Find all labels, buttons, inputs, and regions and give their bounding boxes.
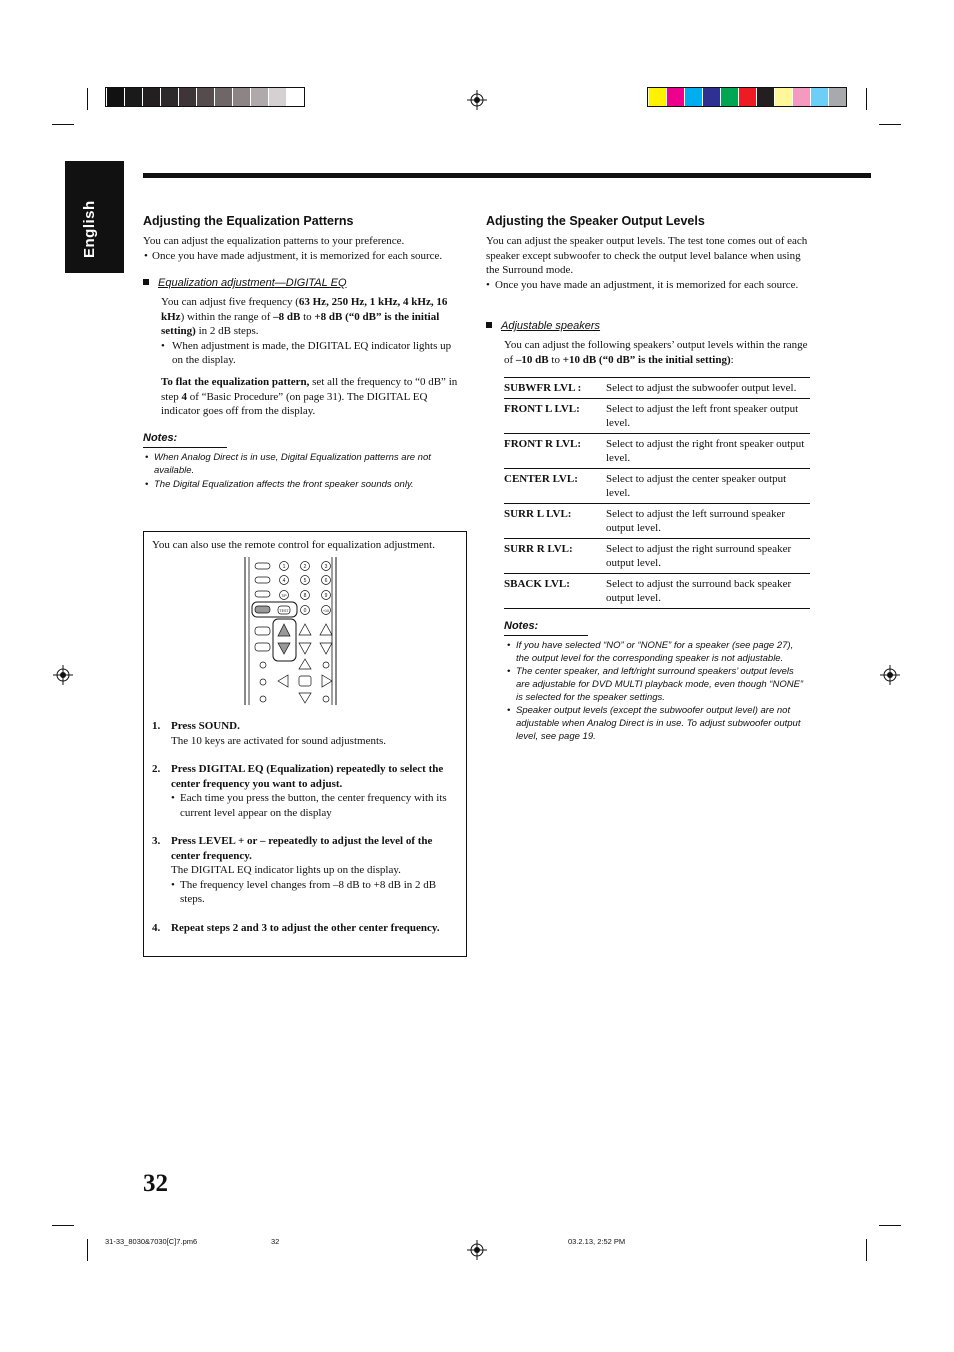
table-row — [504, 469, 810, 504]
remote-key-label: 0 — [303, 607, 307, 614]
step-bullet — [171, 791, 458, 820]
remote-key-label: 7/P — [281, 593, 287, 598]
note-item: • If you have selected “NO” or “NONE” for a speaker (see page 27), the output level for the corresponding speaker is not adjustable. — [507, 640, 794, 664]
note-text: If you have selected “NO” or “NONE” for a speaker (see page 27), the output level for the corresponding speaker is not adjustable. — [516, 640, 794, 664]
speaker-level-desc: Select to adjust the left front speaker output level. — [606, 399, 810, 434]
remote-steps — [152, 719, 458, 949]
color-swatch — [142, 88, 160, 106]
color-swatch — [160, 88, 178, 106]
registration-mark-icon — [880, 665, 900, 685]
eq-description — [161, 295, 463, 368]
color-swatch — [268, 88, 286, 106]
color-swatch — [648, 88, 666, 106]
registration-mark-icon — [467, 1240, 487, 1260]
step-number: 1. — [152, 720, 161, 732]
speaker-level-desc: Select to adjust the right surround speaker output level. — [606, 539, 810, 574]
table-row — [504, 434, 810, 469]
color-swatch — [106, 88, 124, 106]
note-text: Speaker output levels (except the subwoofer output level) are not adjustable when Analog Direct is in use. To adjust subwoofer output level, see page 19. — [516, 705, 801, 742]
remote-key-label: 5 — [303, 577, 307, 584]
flat-eq-text: of “Basic Procedure” (on page 31). The DIGITAL EQ indicator goes off from the display. — [161, 390, 428, 417]
note-text: The Digital Equalization affects the front speaker sounds only. — [154, 479, 414, 490]
right-notes-title: Notes: — [504, 620, 539, 632]
section-title-eq: Adjusting the Equalization Patterns — [143, 214, 354, 228]
eq-text-frequencies: 63 Hz, 250 Hz, 1 kHz, 4 kHz, 16 kHz — [161, 296, 448, 323]
footer-page: 32 — [271, 1237, 280, 1246]
eq-subheading-title: Equalization adjustment — [158, 277, 275, 289]
note-item: • The center speaker, and left/right surround speakers’ output levels are adjustable for DVD MULTI playback mode, even though “NONE” is selected for the speaker settings. — [507, 666, 804, 703]
crop-mark — [52, 124, 74, 125]
table-row — [504, 574, 810, 609]
crop-mark — [879, 124, 901, 125]
remote-key-label: +10 — [322, 608, 330, 613]
page-number: 32 — [143, 1170, 168, 1197]
flat-eq-paragraph — [161, 375, 466, 419]
step-bullet-text: The frequency level changes from –8 dB to +8 dB in 2 dB steps. — [180, 878, 437, 905]
eq-text-part: in 2 dB steps. — [195, 325, 259, 337]
step-bullet-text: Each time you press the button, the center frequency with its current level appear on the display — [180, 792, 447, 819]
range-text: : — [730, 353, 734, 366]
remote-key-label: 9 — [324, 592, 328, 599]
remote-key-label: 3 — [324, 563, 328, 570]
left-notes-rule — [143, 447, 227, 448]
remote-key-label: TEST — [279, 608, 289, 613]
speaker-level-desc: Select to adjust the subwoofer output level. — [606, 378, 810, 399]
note-text: When Analog Direct is in use, Digital Equalization patterns are not available. — [154, 452, 431, 476]
crop-mark — [866, 1239, 867, 1261]
section-title-speaker: Adjusting the Speaker Output Levels — [486, 214, 705, 228]
crop-mark — [52, 1225, 74, 1226]
square-bullet-icon — [143, 279, 149, 285]
speaker-intro-text: You can adjust the speaker output levels. The test tone comes out of each speaker except subwoofer to check the output level balance when using the Surround mode. — [486, 235, 808, 276]
crop-mark — [879, 1225, 901, 1226]
color-swatch — [178, 88, 196, 106]
speaker-level-key: FRONT L LVL: — [504, 399, 606, 434]
speaker-level-key: CENTER LVL: — [504, 469, 606, 504]
color-swatch — [666, 88, 684, 106]
color-swatch — [124, 88, 142, 106]
crop-mark — [866, 88, 867, 110]
flat-eq-bold: To flat the equalization pattern, — [161, 376, 310, 388]
color-swatch — [702, 88, 720, 106]
range-min: –10 dB — [515, 353, 549, 366]
note-item: • Speaker output levels (except the subwoofer output level) are not adjustable when Analog Direct is in use. To adjust subwoofer output level, see page 19. — [507, 705, 801, 742]
color-swatch — [250, 88, 268, 106]
left-color-bar — [105, 87, 305, 107]
bullet-icon: • — [161, 339, 165, 352]
step-number: 2. — [152, 763, 161, 775]
speaker-level-table — [504, 377, 810, 609]
flat-eq-text: set all the frequency to “0 dB” in step — [161, 376, 458, 403]
color-swatch — [828, 88, 846, 106]
right-notes-list — [507, 639, 808, 743]
footer-file: 31-33_8030&7030[C]7.pm6 — [105, 1237, 198, 1246]
step-title: Repeat steps 2 and 3 to adjust the other center frequency. — [171, 921, 440, 934]
bullet-icon: • — [171, 792, 175, 804]
square-bullet-icon — [486, 322, 492, 328]
remote-step — [152, 921, 458, 936]
step-number: 4. — [152, 921, 161, 934]
speaker-level-key: SBACK LVL: — [504, 574, 606, 609]
remote-step — [152, 834, 458, 907]
eq-text-part: ) within the range of — [180, 310, 274, 323]
eq-intro-text: You can adjust the equalization patterns to your preference. — [143, 235, 405, 247]
speaker-level-desc: Select to adjust the right front speaker output level. — [606, 434, 810, 469]
speaker-level-key: SURR L LVL: — [504, 504, 606, 539]
registration-mark-icon — [467, 90, 487, 110]
bullet-icon: • — [171, 878, 175, 891]
speaker-intro — [486, 234, 811, 292]
step-number: 3. — [152, 835, 161, 847]
color-swatch — [756, 88, 774, 106]
color-swatch — [232, 88, 250, 106]
speaker-level-key: SURR R LVL: — [504, 539, 606, 574]
eq-intro-bullet-item — [143, 249, 473, 264]
step-title: Press SOUND. — [171, 720, 240, 732]
range-max: +10 dB (“0 dB” is the initial setting) — [562, 353, 731, 366]
color-swatch — [214, 88, 232, 106]
eq-text-part: You can adjust five frequency ( — [161, 296, 299, 308]
crop-mark — [87, 88, 88, 110]
crop-mark — [87, 1239, 88, 1261]
registration-mark-icon — [53, 665, 73, 685]
remote-key-label: 4 — [282, 577, 286, 584]
header-rule — [143, 173, 871, 178]
color-swatch — [720, 88, 738, 106]
right-color-bar — [647, 87, 847, 107]
remote-key-label: 6 — [324, 577, 328, 584]
speaker-range — [504, 338, 809, 367]
remote-step — [152, 719, 458, 748]
table-row — [504, 504, 810, 539]
step-title: Press DIGITAL EQ (Equalization) repeatedly to select the center frequency you want to adjust. — [171, 763, 444, 790]
eq-text-min: –8 dB — [273, 310, 301, 323]
step-body: The 10 keys are activated for sound adjustments. — [171, 734, 387, 747]
note-item: • The Digital Equalization affects the front speaker sounds only. — [145, 479, 414, 490]
speaker-subheading — [486, 320, 600, 332]
note-text: The center speaker, and left/right surround speakers’ output levels are adjustable for DVD MULTI playback mode, even though “NONE” is selected for the speaker settings. — [516, 666, 804, 703]
speaker-intro-bullet-item — [486, 278, 811, 293]
speaker-subheading-title: Adjustable speakers — [501, 320, 601, 332]
eq-text-max: +8 dB (“0 dB” is the initial setting) — [161, 310, 440, 337]
step-body: The DIGITAL EQ indicator lights up on the display. — [171, 864, 401, 876]
color-swatch — [684, 88, 702, 106]
remote-key-label: 2 — [303, 563, 307, 570]
note-item: • When Analog Direct is in use, Digital Equalization patterns are not available. — [145, 452, 431, 476]
speaker-level-key: SUBWFR LVL : — [504, 378, 606, 399]
eq-bullet: When adjustment is made, the DIGITAL EQ indicator lights up on the display. — [172, 339, 452, 366]
remote-control-illustration — [243, 557, 338, 707]
remote-key-label: 8 — [303, 592, 307, 599]
eq-bullet-item — [161, 339, 463, 368]
color-swatch — [774, 88, 792, 106]
color-swatch — [286, 88, 304, 106]
speaker-intro-bullet: Once you have made an adjustment, it is memorized for each source. — [495, 278, 799, 291]
color-swatch — [810, 88, 828, 106]
left-notes-list — [145, 451, 468, 491]
color-swatch — [738, 88, 756, 106]
color-swatch — [792, 88, 810, 106]
table-row — [504, 378, 810, 399]
eq-intro-bullet: Once you have made adjustment, it is memorized for each source. — [152, 249, 443, 262]
speaker-level-desc: Select to adjust the left surround speaker output level. — [606, 504, 810, 539]
left-notes-title: Notes: — [143, 432, 178, 444]
eq-subheading — [143, 277, 347, 289]
eq-intro — [143, 234, 473, 263]
bullet-icon: • — [486, 278, 490, 291]
flat-eq-step: 4 — [181, 390, 187, 403]
eq-text-part: to — [300, 310, 315, 323]
step-title: Press LEVEL + or – repeatedly to adjust the level of the center frequency. — [171, 835, 433, 862]
speaker-level-key: FRONT R LVL: — [504, 434, 606, 469]
table-row — [504, 539, 810, 574]
language-tab-label: English — [81, 200, 98, 258]
remote-key-label: 1 — [282, 563, 286, 570]
right-notes-rule — [504, 635, 588, 636]
remote-step — [152, 762, 458, 820]
footer-date: 03.2.13, 2:52 PM — [568, 1237, 626, 1246]
speaker-level-desc: Select to adjust the center speaker output level. — [606, 469, 810, 504]
color-swatch — [196, 88, 214, 106]
speaker-level-desc: Select to adjust the surround back speaker output level. — [606, 574, 810, 609]
range-text: to — [548, 353, 563, 366]
remote-box-intro: You can also use the remote control for equalization adjustment. — [152, 539, 435, 551]
bullet-icon: • — [144, 249, 148, 262]
eq-subheading-suffix: —DIGITAL EQ — [274, 277, 347, 289]
language-tab — [65, 161, 124, 273]
step-bullet — [171, 878, 458, 907]
table-row — [504, 399, 810, 434]
range-text: You can adjust the following speakers’ output levels within the range of — [504, 339, 808, 366]
